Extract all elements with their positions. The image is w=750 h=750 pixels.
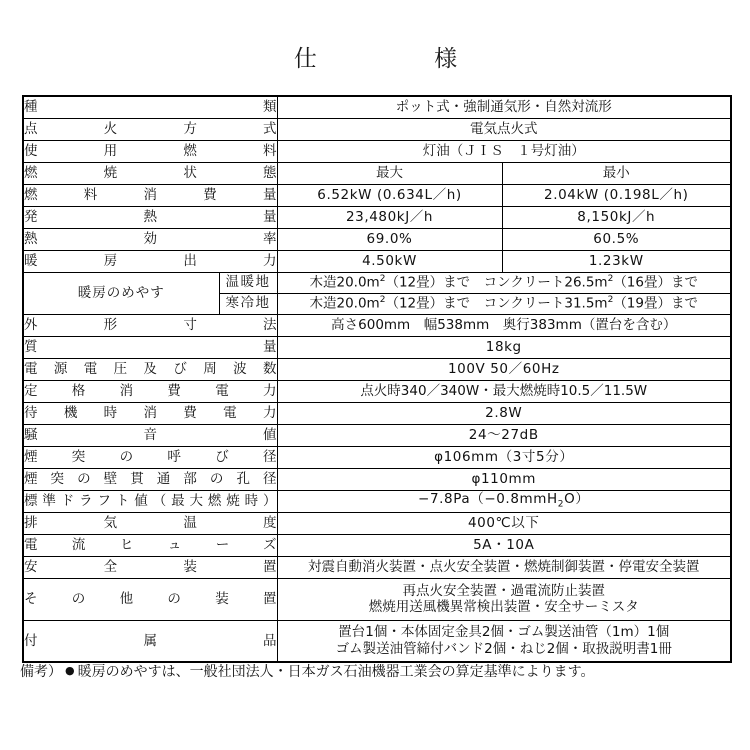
footnote-text: 暖房のめやすは、一般社団法人・日本ガス石油機器工業会の算定基準によります。 bbox=[77, 664, 595, 680]
row-label-heating-guide: 暖房のめやす bbox=[23, 272, 219, 314]
table-row bbox=[23, 118, 731, 140]
table-row bbox=[23, 96, 731, 118]
table-row bbox=[23, 402, 731, 424]
row-label-fuel-consumption: 燃料消費量 bbox=[23, 184, 277, 206]
table-row bbox=[23, 556, 731, 578]
row-label-rated-power: 定格消費電力 bbox=[23, 380, 277, 402]
row-label-dimensions: 外形寸法 bbox=[23, 314, 277, 336]
other-devices-line-2: 燃焼用送風機異常検出装置・安全サーミスタ bbox=[368, 599, 639, 615]
table-row bbox=[23, 140, 731, 162]
row-value-exhaust-temp: 400℃以下 bbox=[277, 512, 731, 534]
table-row bbox=[23, 446, 731, 468]
row-value-ignition: 電気点火式 bbox=[277, 118, 731, 140]
row-label-flue-nominal-diameter: 煙突の呼び径 bbox=[23, 446, 277, 468]
accessories-line-2: ゴム製送油管締付バンド2個・ねじ2個・取扱説明書1冊 bbox=[335, 640, 672, 657]
row-value-safety-devices: 対震自動消火装置・点火安全装置・燃焼制御装置・停電安全装置 bbox=[277, 556, 731, 578]
row-value-thermal-efficiency-min: 60.5% bbox=[502, 228, 731, 250]
table-row bbox=[23, 424, 731, 446]
column-header-min: 最小 bbox=[502, 162, 731, 184]
column-header-max: 最大 bbox=[277, 162, 502, 184]
accessories-line-1: 置台1個・本体固定金具2個・ゴム製送油管（1m）1個 bbox=[338, 624, 670, 641]
row-value-power-supply: 100V 50／60Hz bbox=[277, 358, 731, 380]
row-value-fuse: 5A・10A bbox=[277, 534, 731, 556]
row-value-accessories bbox=[277, 620, 731, 662]
row-value-weight: 18kg bbox=[277, 336, 731, 358]
row-value-heat-output-max: 23,480kJ／h bbox=[277, 206, 502, 228]
table-row bbox=[23, 468, 731, 490]
table-row bbox=[23, 534, 731, 556]
row-value-thermal-efficiency-max: 69.0% bbox=[277, 228, 502, 250]
table-row bbox=[23, 162, 731, 184]
row-label-fuel: 使用燃料 bbox=[23, 140, 277, 162]
specification-table bbox=[22, 95, 732, 663]
row-label-ignition: 点火方式 bbox=[23, 118, 277, 140]
table-row bbox=[23, 620, 731, 662]
row-value-fuel-consumption-max: 6.52kW (0.634L／h) bbox=[277, 184, 502, 206]
row-label-other-devices: その他の装置 bbox=[23, 578, 277, 620]
row-value-fuel: 灯油（ＪＩＳ １号灯油） bbox=[277, 140, 731, 162]
row-value-fuel-consumption-min: 2.04kW (0.198L／h) bbox=[502, 184, 731, 206]
table-row bbox=[23, 250, 731, 272]
row-value-heat-output-min: 8,150kJ／h bbox=[502, 206, 731, 228]
sublabel-cold-region: 寒冷地 bbox=[219, 293, 277, 314]
footnote-prefix: 備考） bbox=[20, 664, 62, 680]
row-value-dimensions: 高さ600mm 幅538mm 奥行383mm（置台を含む） bbox=[277, 314, 731, 336]
table-row bbox=[23, 490, 731, 512]
table-row bbox=[23, 206, 731, 228]
row-value-wall-hole-diameter: φ110mm bbox=[277, 468, 731, 490]
table-row bbox=[23, 336, 731, 358]
row-value-heating-guide-cold: 木造$20.0m^2(12$畳）まで コンクリート$31.5m^2(19$畳）まで bbox=[277, 293, 731, 314]
row-label-heating-capacity: 暖房出力 bbox=[23, 250, 277, 272]
table-row bbox=[23, 184, 731, 206]
row-value-noise-level: 24〜27dB bbox=[277, 424, 731, 446]
row-value-flue-nominal-diameter: φ106mm（3寸5分） bbox=[277, 446, 731, 468]
row-value-standard-draft: −7.8Pa（−0.8mmH$_2$O） bbox=[277, 490, 731, 512]
row-label-standard-draft: 標準ドラフト値（最大燃焼時） bbox=[23, 490, 277, 512]
table-row bbox=[23, 228, 731, 250]
row-label-standby-power: 待機時消費電力 bbox=[23, 402, 277, 424]
row-label-type: 種類 bbox=[23, 96, 277, 118]
row-label-power-supply: 電源電圧及び周波数 bbox=[23, 358, 277, 380]
row-value-rated-power: 点火時340／340W・最大燃焼時10.5／11.5W bbox=[277, 380, 731, 402]
row-label-safety-devices: 安全装置 bbox=[23, 556, 277, 578]
row-label-accessories: 付属品 bbox=[23, 620, 277, 662]
row-value-standby-power: 2.8W bbox=[277, 402, 731, 424]
row-value-heating-capacity-min: 1.23kW bbox=[502, 250, 731, 272]
row-value-heating-capacity-max: 4.50kW bbox=[277, 250, 502, 272]
row-label-wall-hole-diameter: 煙突の壁貫通部の孔径 bbox=[23, 468, 277, 490]
table-row bbox=[23, 512, 731, 534]
table-row bbox=[23, 314, 731, 336]
row-label-heat-output: 発熱量 bbox=[23, 206, 277, 228]
table-row bbox=[23, 358, 731, 380]
row-value-type: ポット式・強制通気形・自然対流形 bbox=[277, 96, 731, 118]
table-row bbox=[23, 272, 731, 293]
row-value-other-devices bbox=[277, 578, 731, 620]
footnote-bullet-icon: ● bbox=[65, 664, 75, 677]
row-label-combustion-state: 燃焼状態 bbox=[23, 162, 277, 184]
footnote bbox=[20, 661, 735, 681]
row-label-weight: 質量 bbox=[23, 336, 277, 358]
sublabel-warm-region: 温暖地 bbox=[219, 272, 277, 293]
table-row bbox=[23, 578, 731, 620]
other-devices-line-1: 再点火安全装置・過電流防止装置 bbox=[402, 582, 605, 599]
page-title: 仕 様 bbox=[293, 46, 459, 72]
table-row bbox=[23, 380, 731, 402]
row-label-exhaust-temp: 排気温度 bbox=[23, 512, 277, 534]
row-label-thermal-efficiency: 熱効率 bbox=[23, 228, 277, 250]
row-label-fuse: 電流ヒューズ bbox=[23, 534, 277, 556]
row-label-noise-level: 騒音値 bbox=[23, 424, 277, 446]
row-value-heating-guide-warm: 木造$20.0m^2(12$畳）まで コンクリート$26.5m^2(16$畳）まで bbox=[277, 272, 731, 293]
